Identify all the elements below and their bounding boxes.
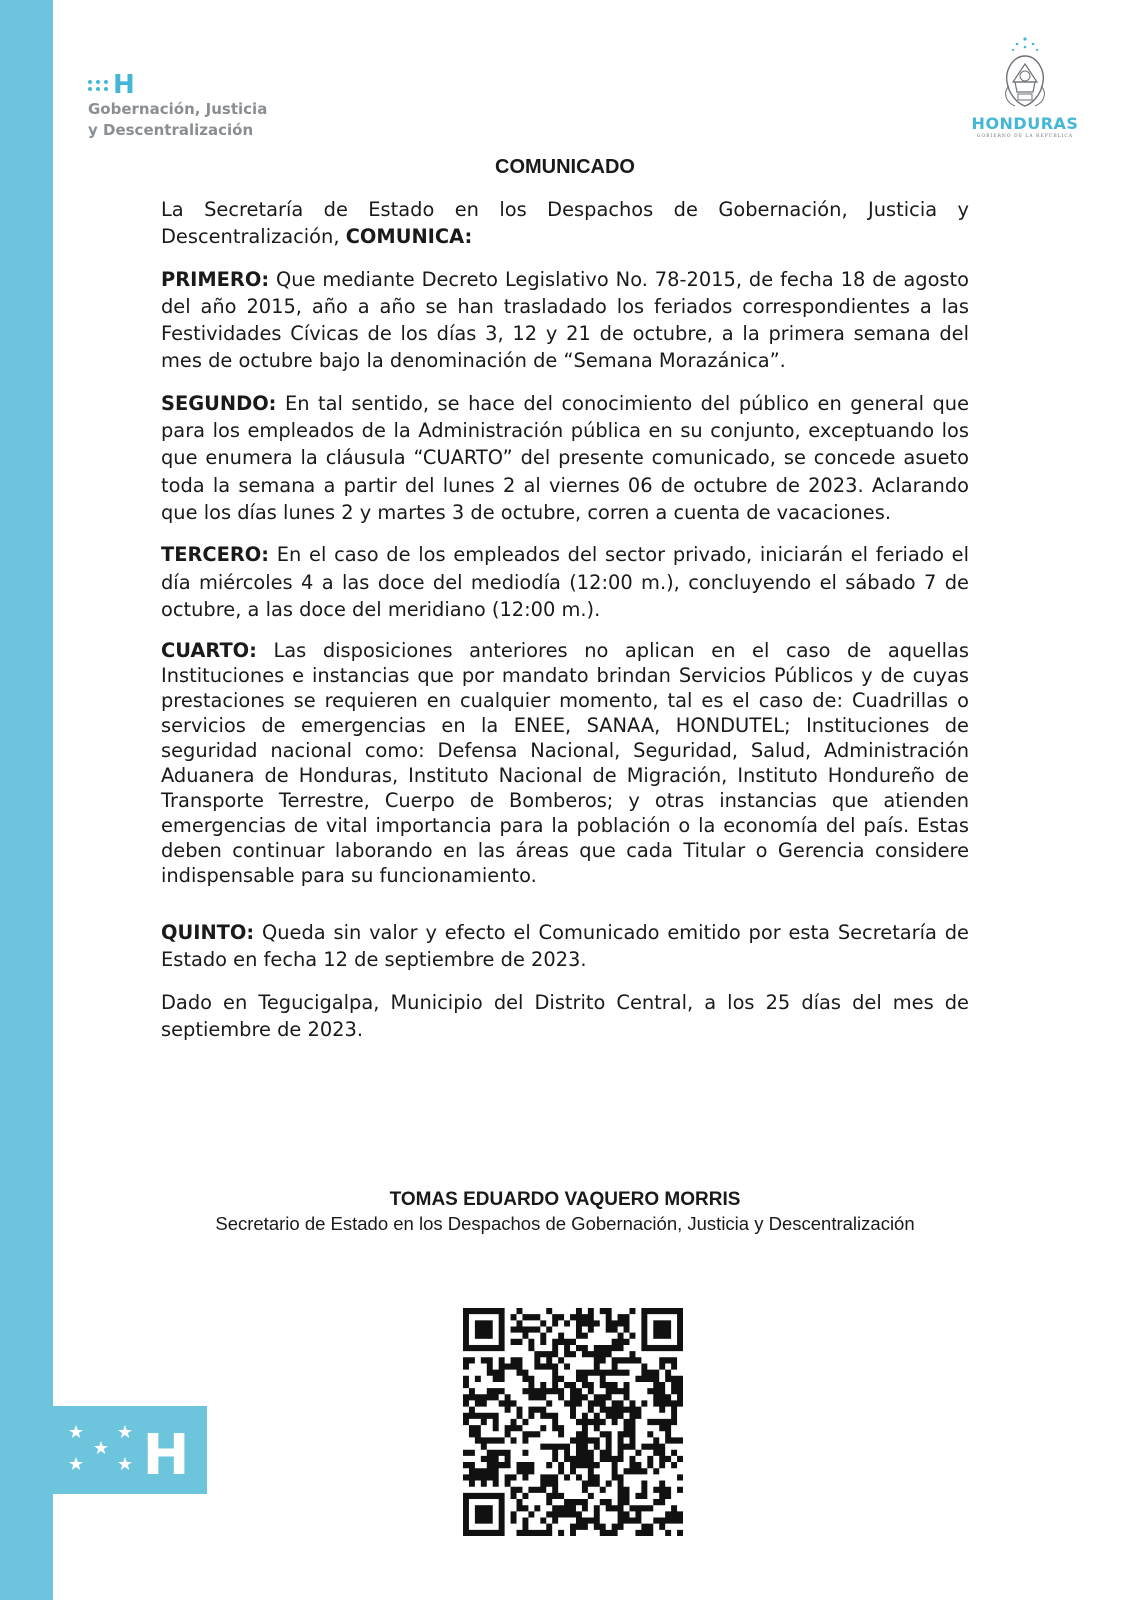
clause-label: CUARTO:	[161, 639, 257, 663]
clause-tercero	[161, 541, 969, 623]
national-seal	[970, 36, 1080, 139]
clause-primero	[161, 266, 969, 375]
document-body	[161, 196, 969, 1058]
clause-segundo	[161, 390, 969, 526]
qr-code[interactable]	[463, 1308, 683, 1536]
coat-of-arms-icon	[995, 36, 1055, 112]
clause-text: En el caso de los empleados del sector privado, iniciarán el feriado el día miércoles 4 a las doce del mediodía (12:00 m.), concluyendo el sábado 7 de octubre, a las doce del meridiano (12:00 m.).	[161, 543, 969, 621]
ministry-logo	[88, 72, 288, 140]
dots-icon	[88, 80, 109, 91]
clause-text: Queda sin valor y efecto el Comunicado emitido por esta Secretaría de Estado en fecha 12 de septiembre de 2023.	[161, 921, 969, 972]
ministry-name-line1: Gobernación, Justicia	[88, 100, 268, 118]
closing-paragraph: Dado en Tegucigalpa, Municipio del Distrito Central, a los 25 días del mes de septiembre de 2023.	[161, 990, 969, 1042]
logo-letter: H	[113, 70, 135, 100]
clause-label: TERCERO:	[161, 543, 270, 567]
seal-subtitle: GOBIERNO DE LA REPÚBLICA	[976, 134, 1074, 139]
intro-text: La Secretaría de Estado en los Despachos de Gobernación, Justicia y Descentralización,	[161, 198, 969, 249]
clause-text: Que mediante Decreto Legislativo No. 78-2015, de fecha 18 de agosto del año 2015, año a año se han trasladado los feriados correspondientes a las Festividades Cívicas de los días 3, 12 y 21 de octubre, a la primera semana del mes de octubre bajo la denominación de “Semana Morazánica”.	[161, 267, 969, 373]
intro-paragraph	[161, 196, 969, 251]
qr-finder-top-left	[463, 1308, 505, 1351]
clause-text: Las disposiciones anteriores no aplican en el caso de aquellas Instituciones e instancias que por mandato brindan Servicios Públicos y de cuyas prestaciones se requieren en cualquier momento, tal es el caso de: Cuadrillas o servicios de emergencias en la ENEE, SANAA, HONDUTEL; Instituciones de seguridad nacional como: Defensa Nacional, Seguridad, Salud, Administración Aduanera de Honduras, Instituto Nacional de Migración, Instituto Hondureño de Transporte Terrestre, Cuerpo de Bomberos; y otras instancias que atienden emergencias de vital importancia para la población o la economía del país. Estas deben continuar laborando en las áreas que cada Titular o Gerencia considere indispensable para su funcionamiento.	[161, 639, 969, 888]
left-accent-bar	[0, 0, 53, 1600]
seal-country-name: HONDURAS	[971, 114, 1079, 133]
emblem-letter: H	[142, 1423, 190, 1488]
clause-cuarto	[161, 638, 969, 888]
clause-label: PRIMERO:	[161, 267, 270, 291]
qr-finder-top-right	[641, 1308, 683, 1351]
stars-h-emblem	[53, 1406, 207, 1494]
clause-label: QUINTO:	[161, 921, 255, 945]
ministry-name-line2: y Descentralización	[88, 121, 254, 139]
signatory-name: TOMAS EDUARDO VAQUERO MORRIS	[389, 1189, 741, 1210]
intro-bold: COMUNICA:	[345, 225, 473, 249]
paragraph-gap	[161, 903, 969, 919]
signatory-role: Secretario de Estado en los Despachos de Gobernación, Justicia y Descentralización	[215, 1213, 915, 1234]
qr-finder-bottom-left	[463, 1493, 505, 1536]
signature-block	[0, 1188, 1130, 1236]
clause-text: En tal sentido, se hace del conocimiento del público en general que para los empleados de la Administración pública en su conjunto, exceptuando los que enumera la cláusula “CUARTO” del presente comunicado, se concede asueto toda la semana a partir del lunes 2 al viernes 06 de octubre de 2023. Aclarando que los días lunes 2 y martes 3 de octubre, corren a cuenta de vacaciones.	[161, 391, 969, 524]
clause-quinto	[161, 919, 969, 974]
document-title: COMUNICADO	[495, 156, 635, 178]
clause-label: SEGUNDO:	[161, 391, 277, 415]
logo-mark	[88, 72, 288, 98]
